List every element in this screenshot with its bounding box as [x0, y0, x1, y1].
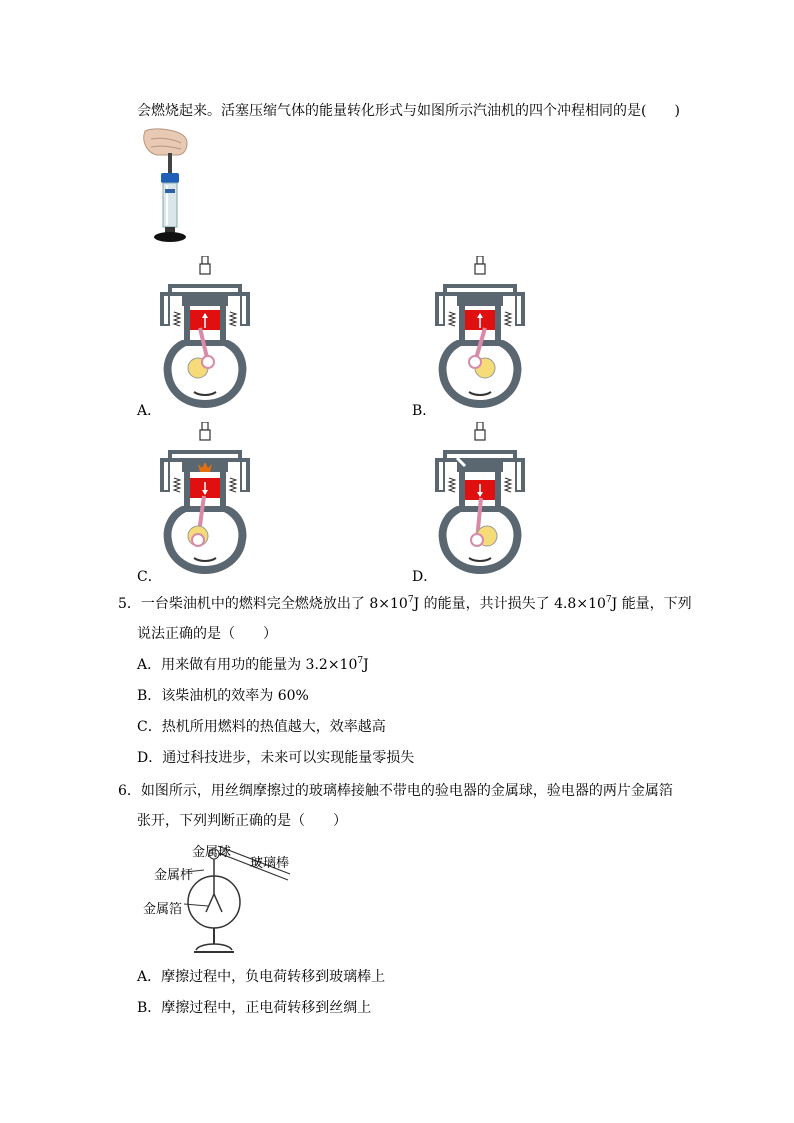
label-metal-rod: 金属杆 — [154, 868, 194, 883]
option-c-label: C． — [137, 569, 162, 585]
label-glass-rod: 玻璃棒 — [250, 856, 290, 871]
q5-line2: 说法正确的是（ ） — [137, 626, 277, 642]
q4-stem: 会燃烧起来。活塞压缩气体的能量转化形式与如图所示汽油机的四个冲程相同的是( ) — [137, 103, 680, 119]
engine-diagram-b — [435, 256, 527, 412]
q5-option-b: B．该柴油机的效率为 60% — [137, 688, 309, 704]
engine-diagram-c — [160, 422, 252, 578]
option-a-label: A． — [137, 403, 162, 419]
fire-syringe-image — [137, 127, 197, 249]
engine-diagram-a — [160, 256, 252, 412]
q6-line1: 6．如图所示，用丝绸摩擦过的玻璃棒接触不带电的验电器的金属球，验电器的两片金属箔 — [118, 783, 673, 799]
q6-line2: 张开，下列判断正确的是（ ） — [137, 813, 347, 829]
q6-option-a: A．摩擦过程中，负电荷转移到玻璃棒上 — [137, 969, 386, 985]
option-d-label: D． — [412, 569, 438, 585]
q6-option-b: B．摩擦过程中，正电荷转移到丝绸上 — [137, 1000, 372, 1016]
q5-option-d: D．通过科技进步，未来可以实现能量零损失 — [137, 750, 415, 766]
label-metal-foil: 金属箔 — [143, 902, 183, 917]
label-metal-ball: 金属球 — [192, 845, 232, 860]
option-b-label: B． — [412, 403, 437, 419]
engine-diagram-d — [435, 422, 527, 578]
q5-line1: 5．一台柴油机中的燃料完全燃烧放出了 $8\times 10^7J$ 的能量，共计损失了 $4.8\times 10^7J$ 能量，下列 — [118, 595, 692, 612]
q5-option-a: A．用来做有用功的能量为 $3.2\times 10^7J$ — [137, 656, 369, 673]
q5-option-c: C．热机所用燃料的热值越大，效率越高 — [137, 719, 386, 735]
